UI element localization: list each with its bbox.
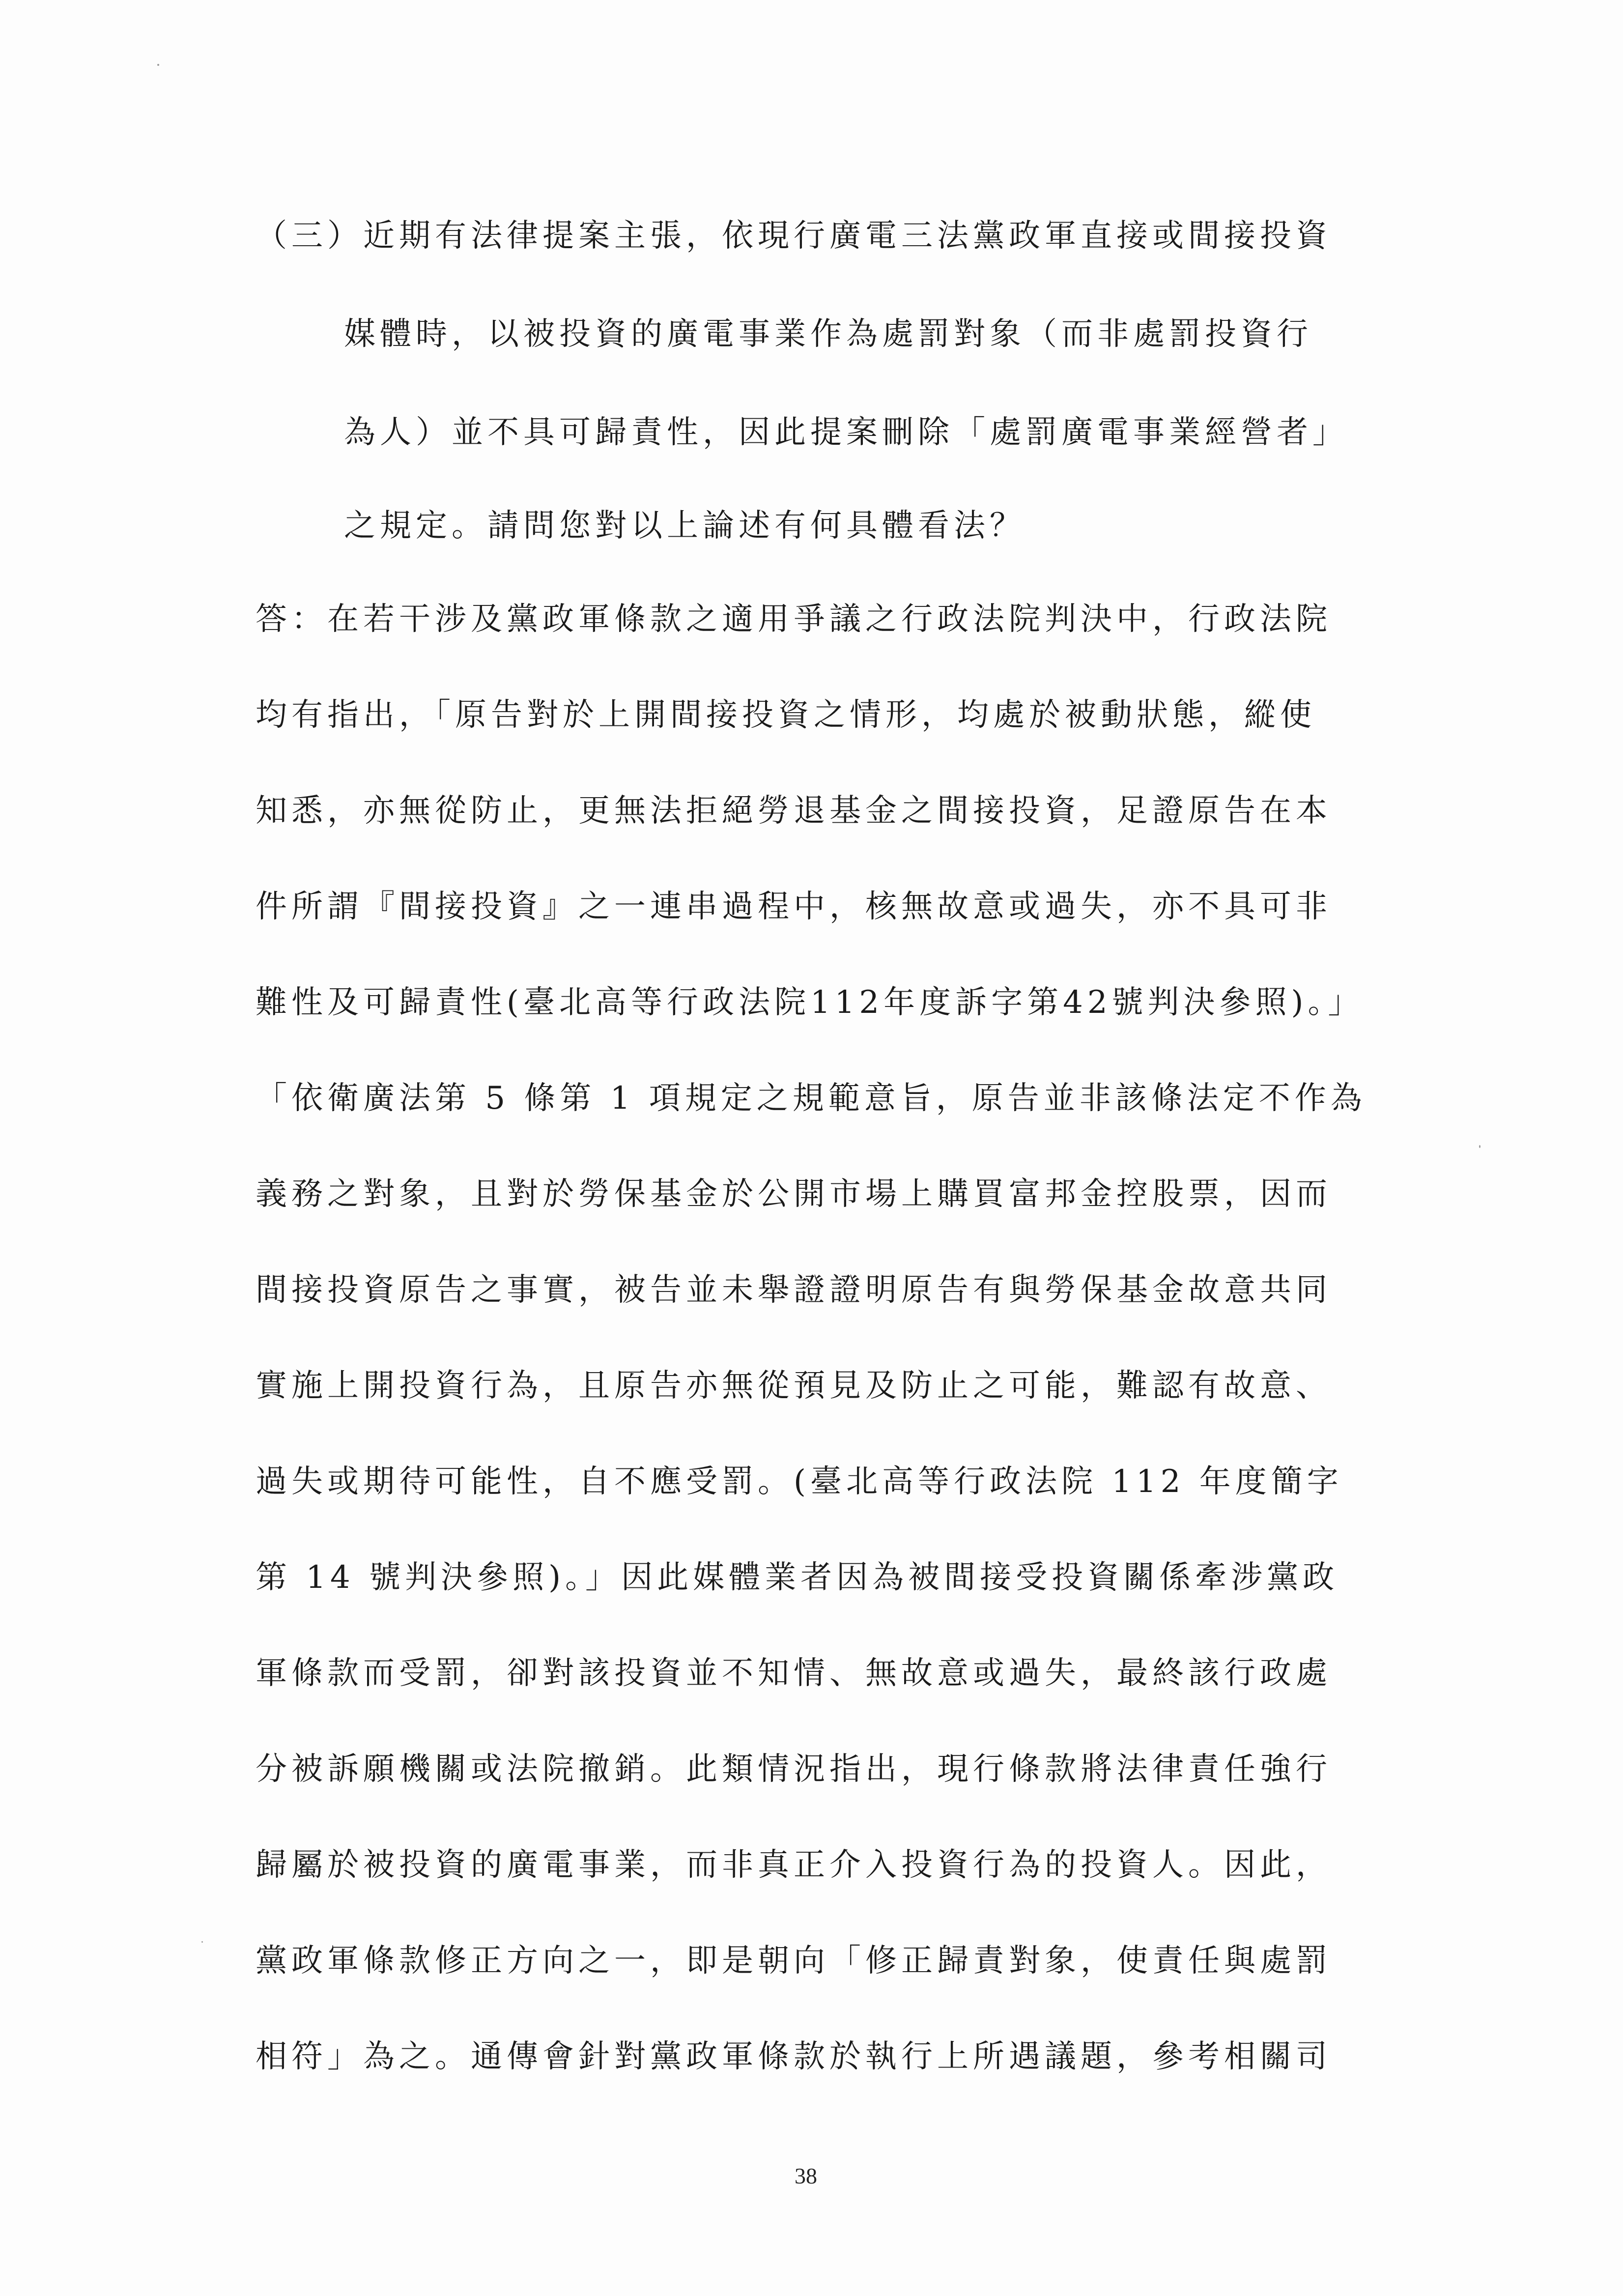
answer-line-9: 實施上開投資行為，且原告亦無從預見及防止之可能，難認有故意、 xyxy=(256,1368,1332,1404)
page-number: 38 xyxy=(795,2163,817,2188)
answer-line-14: 歸屬於被投資的廣電事業，而非真正介入投資行為的投資人。因此， xyxy=(256,1847,1332,1883)
answer-line-13: 分被訴願機關或法院撤銷。此類情況指出，現行條款將法律責任強行 xyxy=(256,1751,1332,1787)
question-line-3: 為人）並不具可歸責性，因此提案刪除「處罰廣電事業經營者」 xyxy=(344,414,1348,451)
answer-line-3: 知悉，亦無從防止，更無法拒絕勞退基金之間接投資，足證原告在本 xyxy=(256,793,1332,829)
answer-line-1: 答：在若干涉及黨政軍條款之適用爭議之行政法院判決中，行政法院 xyxy=(256,601,1332,637)
answer-line-7: 義務之對象，且對於勞保基金於公開市場上購買富邦金控股票，因而 xyxy=(256,1176,1332,1212)
answer-line-6: 「依衛廣法第 5 條第 1 項規定之規範意旨，原告並非該條法定不作為 xyxy=(256,1080,1367,1117)
answer-line-11: 第 14 號判決參照)。」因此媒體業者因為被間接受投資關係牽涉黨政 xyxy=(256,1559,1339,1596)
scan-speck xyxy=(1479,1145,1481,1148)
question-line-4: 之規定。請問您對以上論述有何具體看法？ xyxy=(344,508,1025,544)
answer-line-5: 難性及可歸責性(臺北高等行政法院112年度訴字第42號判決參照)。」 xyxy=(256,984,1364,1021)
scan-speck xyxy=(201,1941,203,1943)
question-line-2: 媒體時，以被投資的廣電事業作為處罰對象（而非處罰投資行 xyxy=(344,316,1312,352)
answer-line-16: 相符」為之。通傳會針對黨政軍條款於執行上所遇議題，參考相關司 xyxy=(256,2038,1332,2075)
answer-line-15: 黨政軍條款修正方向之一，即是朝向「修正歸責對象，使責任與處罰 xyxy=(256,1943,1332,1979)
answer-line-10: 過失或期待可能性，自不應受罰。(臺北高等行政法院 112 年度簡字 xyxy=(256,1464,1343,1500)
question-line-1: （三）近期有法律提案主張，依現行廣電三法黨政軍直接或間接投資 xyxy=(256,218,1332,254)
scan-speck xyxy=(157,64,159,66)
answer-line-12: 軍條款而受罰，卻對該投資並不知情、無故意或過失，最終該行政處 xyxy=(256,1655,1332,1692)
answer-line-4: 件所謂『間接投資』之一連串過程中，核無故意或過失，亦不具可非 xyxy=(256,889,1332,925)
answer-line-2: 均有指出，「原告對於上開間接投資之情形，均處於被動狀態，縱使 xyxy=(256,697,1316,733)
answer-line-8: 間接投資原告之事實，被告並未舉證證明原告有與勞保基金故意共同 xyxy=(256,1272,1332,1308)
